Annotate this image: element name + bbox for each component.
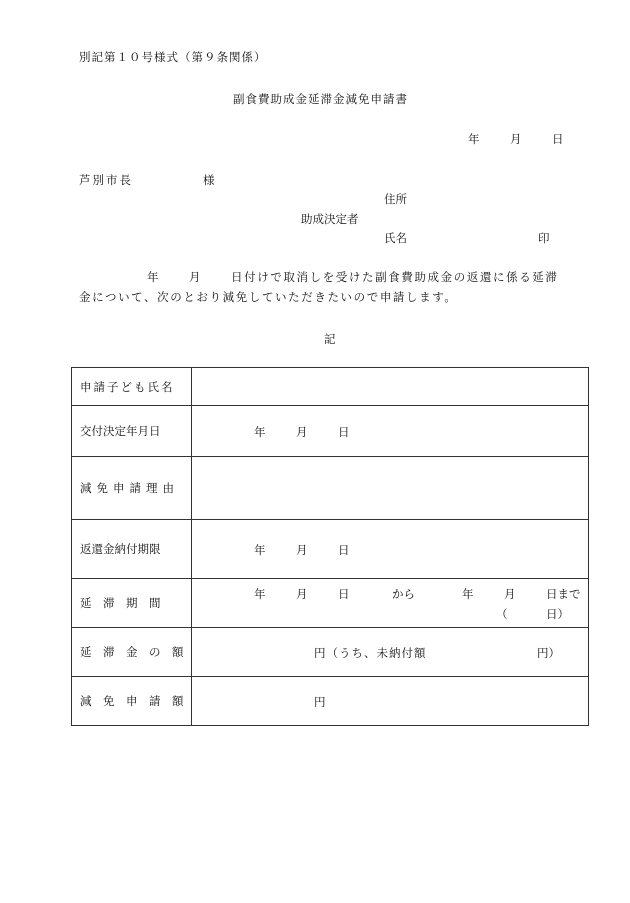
table-row [72, 520, 589, 579]
row-label-child-name [72, 368, 192, 406]
yen-text: 円 [314, 695, 326, 709]
month-text: 月 [296, 425, 308, 439]
from-year-text: 年 [254, 587, 266, 601]
date-month: 月 [510, 132, 522, 146]
to-year-text: 年 [462, 587, 474, 601]
year-text: 年 [254, 543, 266, 557]
row-label-overdue-period [72, 579, 192, 628]
table-row [72, 406, 589, 457]
until-text: 日まで [546, 587, 581, 601]
row-label-reduction-amount [72, 677, 192, 726]
table-row [72, 579, 589, 628]
decision-date-cell[interactable] [192, 406, 589, 457]
label-text: 減 免 申 請 額 [80, 694, 184, 708]
date-day: 日 [552, 132, 564, 146]
seal-mark: 印 [538, 231, 550, 245]
document-title: 副食費助成金延滞金減免申請書 [233, 92, 408, 106]
body-line1: 日付けで取消しを受けた副食費助成金の返還に係る延滞 [231, 270, 559, 284]
reduction-amount-cell[interactable] [192, 677, 589, 726]
application-table [71, 367, 589, 726]
month-text: 月 [296, 543, 308, 557]
repayment-deadline-cell[interactable] [192, 520, 589, 579]
row-label-repayment-deadline [72, 520, 192, 579]
to-month-text: 月 [504, 587, 516, 601]
table-row [72, 677, 589, 726]
ki-heading: 記 [324, 332, 336, 346]
label-text: 申請子ども氏名 [80, 379, 175, 394]
row-label-decision-date [72, 406, 192, 457]
overdue-period-cell[interactable] [192, 579, 589, 628]
days-open-paren: （ [496, 607, 508, 621]
from-month-text: 月 [296, 587, 308, 601]
child-name-cell[interactable] [192, 368, 589, 406]
table-row [72, 628, 589, 677]
row-label-overdue-amount [72, 628, 192, 677]
from-text: から [392, 587, 415, 601]
name-label: 氏名 [384, 231, 407, 245]
reason-cell[interactable] [192, 457, 589, 520]
label-text: 返還金納付期限 [80, 542, 161, 556]
address-label: 住所 [384, 192, 407, 206]
day-text: 日 [338, 543, 350, 557]
overdue-amount-cell[interactable] [192, 628, 589, 677]
yen-unpaid-text: 円（うち、未納付額 [314, 646, 427, 660]
label-text: 延 滞 金 の 額 [80, 645, 184, 659]
yen-close-text: 円） [537, 646, 560, 660]
addressee-name: 芦別市長 [79, 173, 133, 187]
day-text: 日 [338, 425, 350, 439]
table-row [72, 368, 589, 406]
form-number: 別記第１０号様式（第９条関係） [79, 50, 267, 64]
table-row [72, 457, 589, 520]
label-text: 減免申請理由 [80, 481, 179, 495]
body-line2: 金について、次のとおり減免していただきたいので申請します。 [79, 290, 458, 304]
addressee-honorific: 様 [203, 173, 215, 187]
days-close-text: 日） [546, 607, 569, 621]
body-year: 年 [147, 270, 159, 284]
date-year: 年 [468, 132, 480, 146]
body-month: 月 [189, 270, 201, 284]
from-day-text: 日 [338, 587, 350, 601]
year-text: 年 [254, 425, 266, 439]
label-text: 延 滞 期 間 [80, 596, 161, 610]
label-text: 交付決定年月日 [80, 424, 161, 438]
applicant-role-label: 助成決定者 [301, 212, 359, 226]
row-label-reason [72, 457, 192, 520]
